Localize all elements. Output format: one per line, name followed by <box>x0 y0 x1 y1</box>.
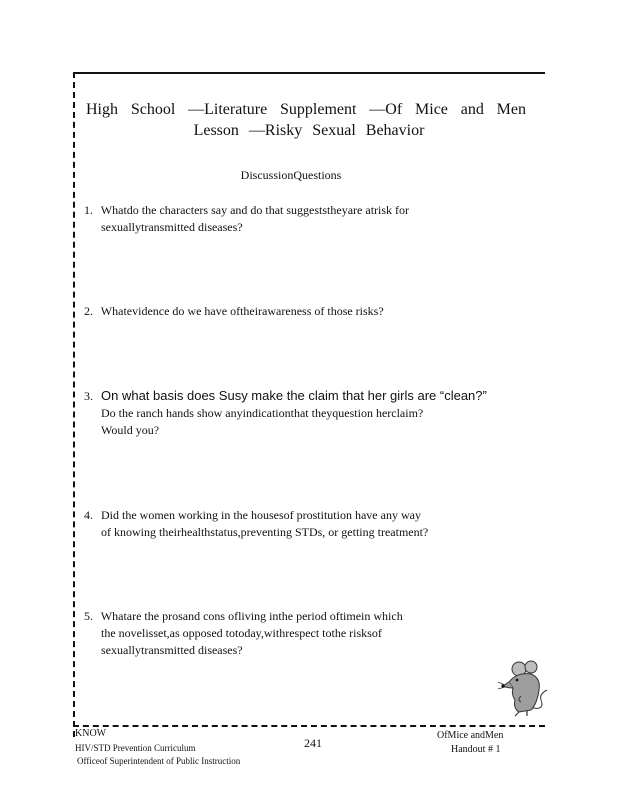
question-text: sexuallytransmitted diseases? <box>101 220 243 234</box>
question-text: Do the ranch hands show anyindicationthat theyquestion herclaim? <box>101 406 424 420</box>
footer-curriculum: HIV/STD Prevention Curriculum <box>75 743 196 753</box>
document-subtitle: Lesson —Risky Sexual Behavior <box>193 122 425 139</box>
question-number: 4. <box>84 508 93 522</box>
page-number: 241 <box>304 736 322 750</box>
footer-handout-title: OfMice andMen <box>437 730 504 741</box>
question-3 <box>84 387 509 439</box>
question-2 <box>84 303 509 320</box>
bottom-dashed-border <box>73 725 545 727</box>
question-5 <box>84 608 509 659</box>
question-number: 2. <box>84 304 93 318</box>
question-text: sexuallytransmitted diseases? <box>101 643 243 657</box>
question-text: Would you? <box>101 423 160 437</box>
footer-program: KNOW <box>75 728 107 739</box>
top-border <box>73 72 545 74</box>
question-number: 1. <box>84 203 93 217</box>
question-number: 5. <box>84 609 93 623</box>
question-text: On what basis does Susy make the claim that her girls are “clean?” <box>101 388 487 403</box>
question-4 <box>84 507 509 541</box>
mouse-icon <box>497 660 549 720</box>
question-text: the novelisset,as opposed totoday,withrespect tothe risksof <box>101 626 382 640</box>
question-text: Whatdo the characters say and do that suggeststheyare atrisk for <box>100 203 410 217</box>
question-text: Whatevidence do we have oftheirawareness of those risks? <box>100 304 384 318</box>
section-heading: DiscussionQuestions <box>240 168 342 182</box>
footer-office: Officeof Superintendent of Public Instruction <box>77 756 241 766</box>
question-text: Whatare the prosand cons ofliving inthe period oftimein which <box>100 609 403 623</box>
question-1 <box>84 202 509 236</box>
document-title: High School —Literature Supplement —Of Mice and Men <box>86 101 526 118</box>
question-number: 3. <box>84 389 93 403</box>
footer-handout-number: Handout # 1 <box>451 744 501 755</box>
question-text: Did the women working in the housesof prostitution have any way <box>101 508 421 522</box>
question-text: of knowing theirhealthstatus,preventing STDs, or getting treatment? <box>101 525 429 539</box>
